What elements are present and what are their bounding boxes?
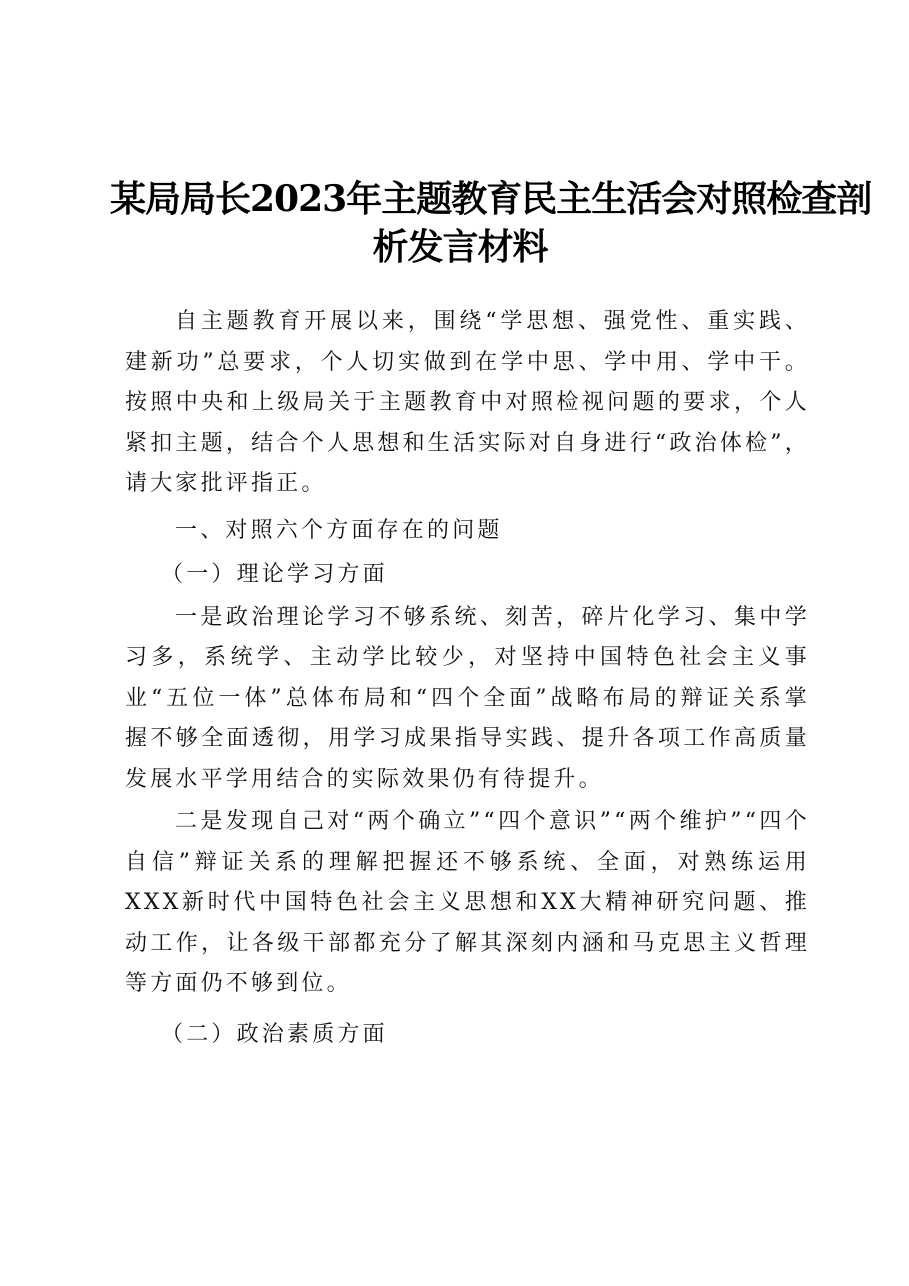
- paragraph-2: 二是发现自己对“两个确立”“四个意识”“两个维护”“四个自信”辩证关系的理解把握还不够系统、全面，对熟练运用XXX新时代中国特色社会主义思想和XX大精神研究问题、推动工作，让各级干部都充分了解其深刻内涵和马克思主义哲理等方面仍不够到位。: [125, 809, 810, 996]
- subsection-heading-1: （一）理论学习方面: [161, 562, 388, 587]
- title-line-1: 某局局长2023年主题教育民主生活会对照检查剖: [110, 178, 872, 220]
- intro-paragraph: 自主题教育开展以来，围绕“学思想、强党性、重实践、建新功”总要求，个人切实做到在学中思、学中用、学中干。按照中央和上级局关于主题教育中对照检视问题的要求，个人紧扣主题，结合个人思想和生活实际对自身进行“政治体检”，请大家批评指正。: [125, 309, 810, 496]
- section-heading-1: 一、对照六个方面存在的问题: [175, 517, 503, 543]
- paragraph-1: 一是政治理论学习不够系统、刻苦，碎片化学习、集中学习多，系统学、主动学比较少，对坚持中国特色社会主义事业“五位一体”总体布局和“四个全面”战略布局的辩证关系掌握不够全面透彻，用学习成果指导实践、提升各项工作高质量发展水平学用结合的实际效果仍有待提升。: [125, 604, 810, 792]
- document-title: [110, 175, 872, 271]
- document-body: [125, 302, 810, 1055]
- title-line-2: 析发言材料: [372, 226, 548, 268]
- subsection-heading-2: （二）政治素质方面: [161, 1021, 388, 1047]
